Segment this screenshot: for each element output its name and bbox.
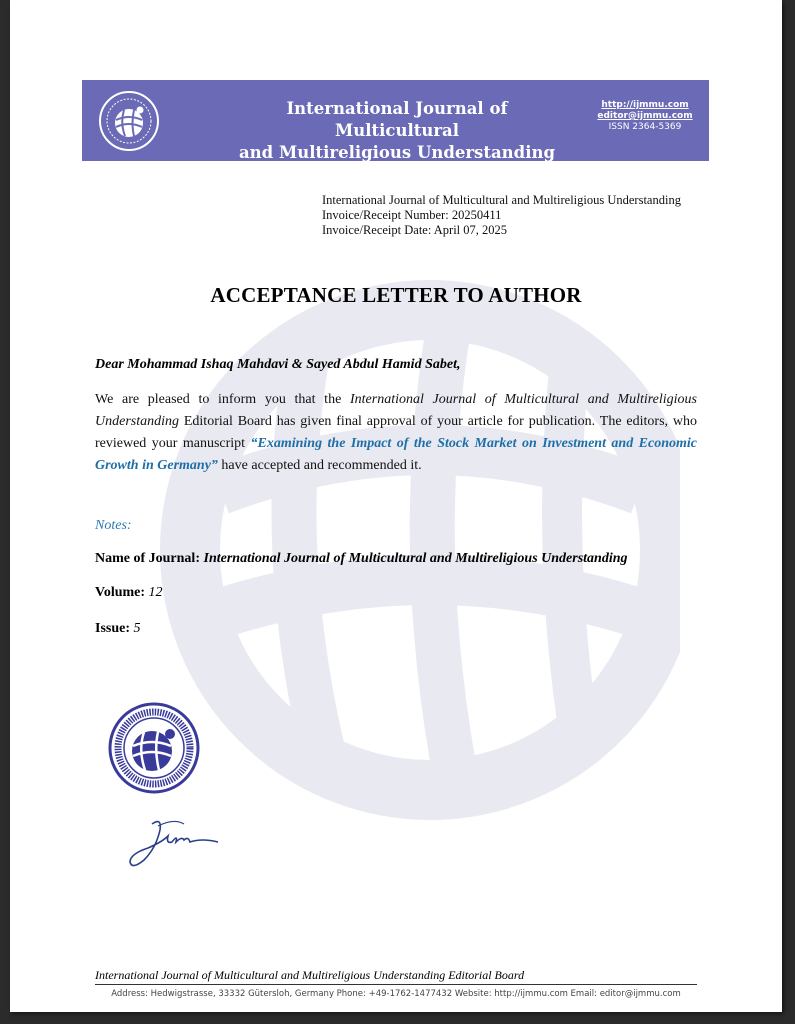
journal-header: [82, 80, 709, 161]
footer-board: International Journal of Multicultural and Multireligious Understanding Editorial Board: [95, 968, 525, 982]
invoice-journal: International Journal of Multicultural and Multireligious Understanding: [322, 193, 681, 207]
article-title: “Examining the Impact of the Stock Market on Investment and Economic Growth in Germany”: [95, 436, 697, 473]
signature-icon: [122, 812, 232, 872]
body-intro: We are pleased to inform you that the: [95, 392, 350, 407]
volume-value: 12: [148, 585, 163, 600]
footer-address: Address: Hedwigstrasse, 33332 Gütersloh, Germany Phone: +49-1762-1477432 Website: http://ijmmu.com Email: editor@ijmmu.com: [111, 989, 681, 999]
volume-label: Volume:: [95, 585, 146, 600]
body-journal-name: International Journal of Multicultural and Multireligious Understanding: [95, 392, 698, 429]
journal-seal-icon: [108, 702, 200, 794]
invoice-block: [322, 193, 681, 238]
journal-logo-icon: [98, 90, 160, 152]
document-page: [10, 0, 782, 1012]
letter-body: [95, 389, 697, 477]
issue-field: [95, 621, 141, 637]
journal-issn: ISSN 2364-5369: [608, 122, 682, 132]
journal-title: [232, 98, 562, 164]
journal-contact: [595, 100, 695, 133]
volume-field: [95, 585, 163, 601]
body-end: have accepted and recommended it.: [217, 458, 422, 473]
footer-divider: [95, 984, 697, 985]
invoice-date: Invoice/Receipt Date: April 07, 2025: [322, 223, 508, 237]
journal-name-value: International Journal of Multicultural and Multireligious Understanding: [203, 551, 628, 566]
globe-watermark-icon: [160, 260, 680, 820]
salutation: Dear Mohammad Ishaq Mahdavi & Sayed Abdul Hamid Sabet,: [95, 357, 461, 372]
issue-value: 5: [133, 621, 141, 636]
journal-name-field: [95, 551, 628, 567]
letter-title: ACCEPTANCE LETTER TO AUTHOR: [210, 283, 582, 307]
notes-heading: Notes:: [95, 518, 132, 533]
journal-title-line2: and Multireligious Understanding: [238, 143, 555, 162]
journal-name-label: Name of Journal:: [95, 551, 200, 566]
invoice-number: Invoice/Receipt Number: 20250411: [322, 208, 502, 222]
journal-url-link[interactable]: http://ijmmu.com: [601, 100, 689, 110]
issue-label: Issue:: [95, 621, 131, 636]
journal-email-link[interactable]: editor@ijmmu.com: [597, 111, 693, 121]
journal-title-line1: International Journal of Multicultural: [286, 99, 508, 140]
body-middle: Editorial Board has given final approval of your article for publication. The editors, who reviewed your manuscript: [95, 414, 697, 451]
